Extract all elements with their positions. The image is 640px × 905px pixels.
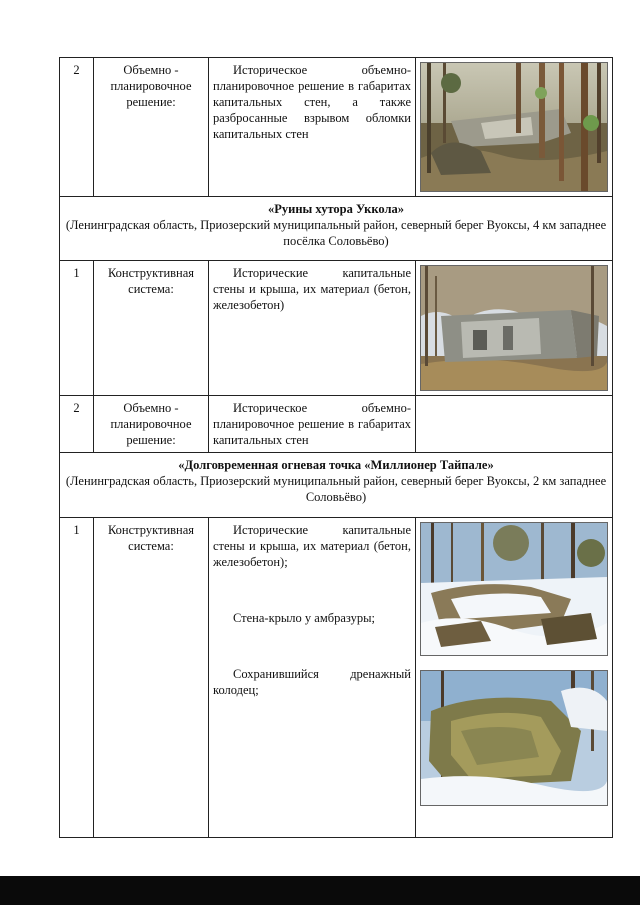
empty-photo-cell	[416, 396, 613, 453]
row-label: Объемно - планировочное решение:	[94, 396, 209, 453]
table-row	[60, 261, 613, 396]
description-text: Историческое объемно-планировочное решение в габаритах капитальных стен	[213, 401, 411, 447]
row-label: Конструктивная система:	[94, 261, 209, 396]
table-row	[60, 58, 613, 197]
description-text-wing: Стена-крыло у амбразуры;	[233, 611, 375, 625]
description-text-well: Сохранившийся дренажный колодец;	[213, 667, 411, 697]
section-header-taipale	[60, 453, 613, 518]
row-label: Объемно - планировочное решение:	[94, 58, 209, 197]
photo-cell	[416, 518, 613, 838]
section-subtitle: (Ленинградская область, Приозерский муниципальный район, северный берег Вуоксы, 2 км западнее Соловьёво)	[65, 474, 607, 504]
row-description	[209, 396, 416, 453]
section-title: «Долговременная огневая точка «Миллионер Тайпале»	[178, 458, 494, 472]
description-text: Историческое объемно-планировочное решение в габаритах капитальных стен, а также разбросанные взрывом обломки капитальных стен	[213, 63, 411, 141]
row-label: Конструктивная система:	[94, 518, 209, 838]
section-header-ukkola	[60, 197, 613, 261]
row-number: 1	[60, 518, 94, 838]
row-description	[209, 261, 416, 396]
section-title: «Руины хутора Уккола»	[268, 202, 404, 216]
section-header-row	[60, 197, 613, 261]
heritage-table	[59, 57, 613, 838]
snowy-bunker-photo	[420, 522, 608, 656]
row-number: 2	[60, 58, 94, 197]
ruins-ukkola-photo	[420, 265, 608, 391]
section-header-row	[60, 453, 613, 518]
scan-bottom-edge	[0, 876, 640, 905]
row-description	[209, 58, 416, 197]
description-text: Исторические капитальные стены и крыша, их материал (бетон, железобетон);	[213, 523, 411, 569]
row-number: 2	[60, 396, 94, 453]
forest-ruins-photo	[420, 62, 608, 192]
description-text: Исторические капитальные стены и крыша, их материал (бетон, железобетон)	[213, 266, 411, 312]
section-subtitle: (Ленинградская область, Приозерский муниципальный район, северный берег Вуоксы, 4 км западнее посёлка Соловьёво)	[65, 218, 607, 248]
row-number: 1	[60, 261, 94, 396]
photo-cell	[416, 261, 613, 396]
drainage-well-photo	[420, 670, 608, 806]
row-description	[209, 518, 416, 838]
table-row	[60, 396, 613, 453]
photo-cell	[416, 58, 613, 197]
table-row	[60, 518, 613, 838]
